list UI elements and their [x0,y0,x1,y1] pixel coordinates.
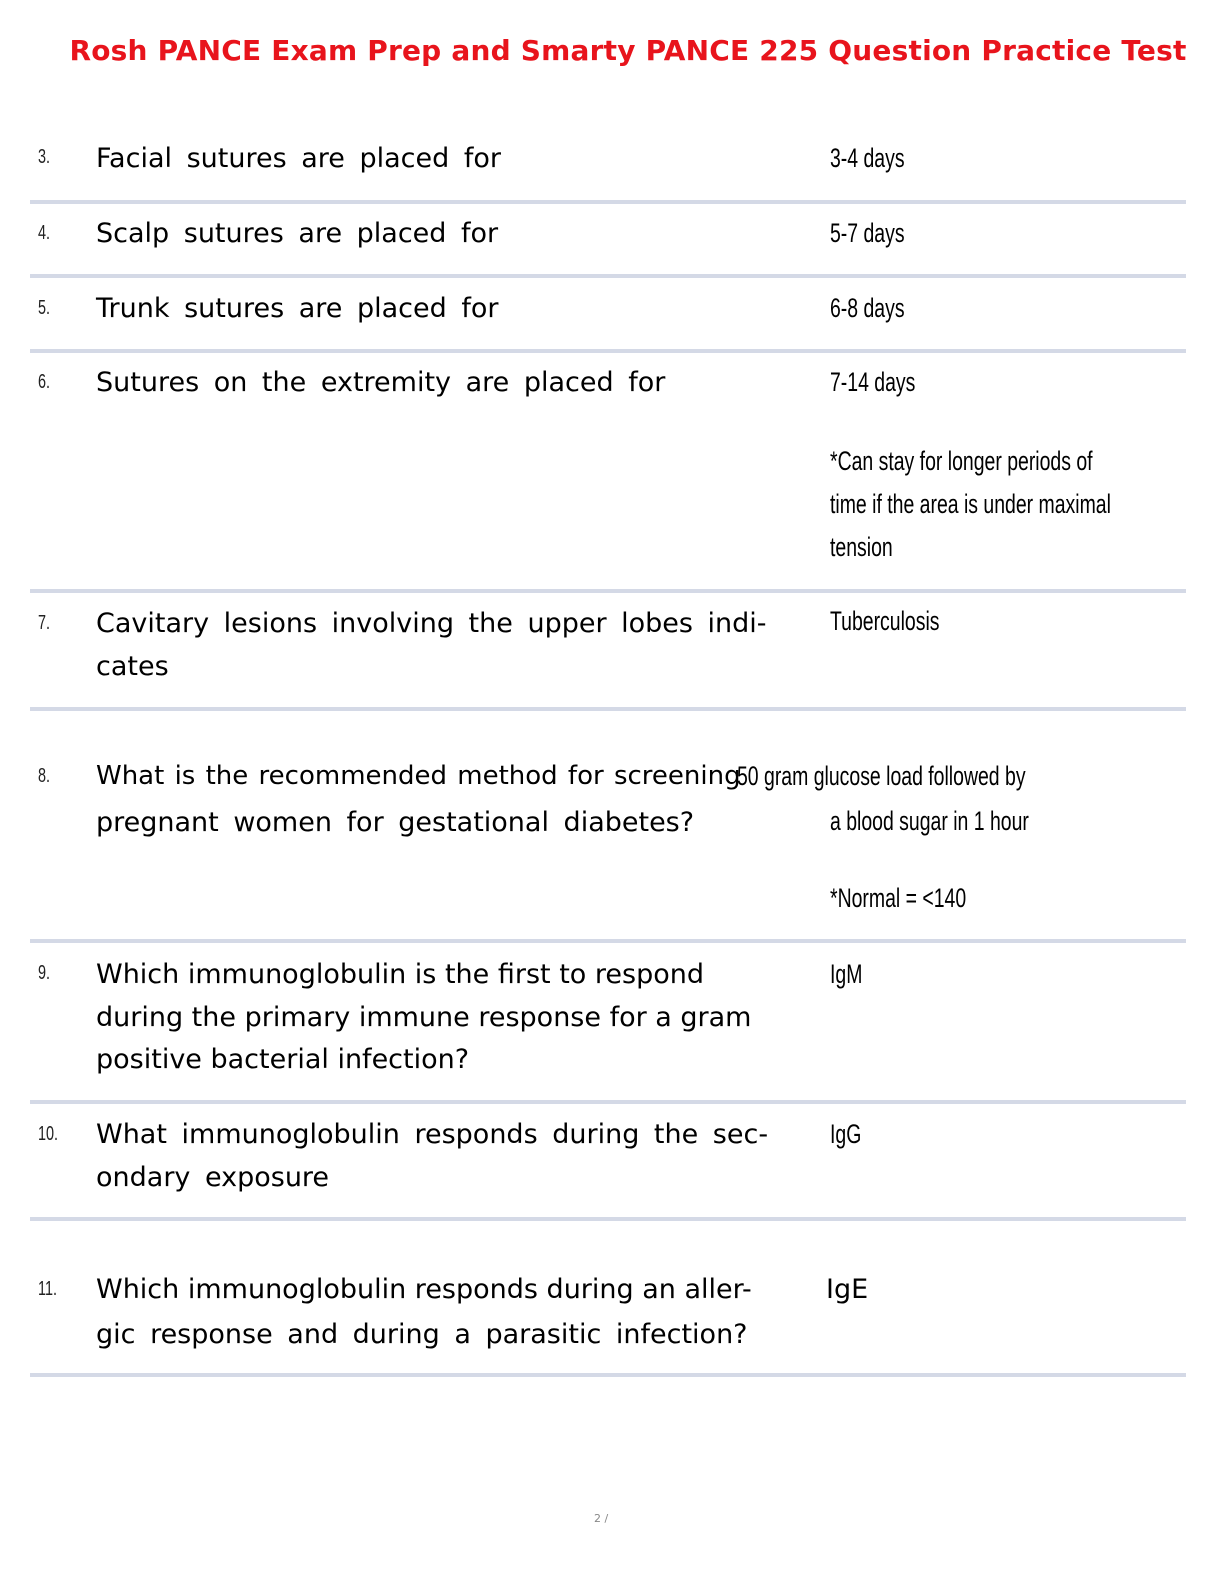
question-text: Cavitary lesions involving the upper lobes indi- [96,608,767,639]
item-number: 4. [38,222,51,244]
question-text: cates [96,651,169,682]
question-text: Which immunoglobulin responds during an aller- [96,1274,752,1305]
question-text: Facial sutures are placed for [96,143,501,174]
item-number: 8. [38,765,51,787]
answer-text: Tuberculosis [830,606,940,636]
item-number: 10. [38,1123,59,1145]
question-text: Scalp sutures are placed for [96,218,499,249]
question-text: Which immunoglobulin is the first to respond [96,959,704,990]
item-number: 3. [38,146,51,168]
row-divider [30,707,1186,711]
row-divider [30,1100,1186,1104]
question-text: What immunoglobulin responds during the sec- [96,1119,769,1150]
item-number: 11. [38,1278,57,1300]
question-text: ondary exposure [96,1162,330,1193]
question-text: What is the recommended method for screening [96,761,741,791]
answer-text: IgM [830,959,863,989]
answer-text: 6-8 days [830,293,905,323]
answer-note: tension [830,532,893,562]
row-divider [30,1373,1186,1377]
answer-text: IgE [826,1274,869,1305]
answer-text: a blood sugar in 1 hour [830,806,1029,836]
answer-note: *Can stay for longer periods of [830,446,1093,476]
answer-text: 3-4 days [830,143,905,173]
row-divider [30,200,1186,204]
answer-text: IgG [830,1119,862,1149]
row-divider [30,1217,1186,1221]
item-number: 5. [38,297,51,319]
row-divider [30,274,1186,278]
question-text: pregnant women for gestational diabetes? [96,807,695,838]
question-text: Trunk sutures are placed for [96,293,499,324]
answer-note: time if the area is under maximal [830,489,1111,519]
page-number: 2 / [594,1512,609,1525]
answer-text: 50 gram glucose load followed by [737,761,1026,791]
question-text: positive bacterial infection? [96,1044,470,1075]
row-divider [30,939,1186,943]
item-number: 9. [38,962,51,984]
page-title: Rosh PANCE Exam Prep and Smarty PANCE 225 Question Practice Test [69,34,1187,67]
question-text: gic response and during a parasitic infection? [96,1319,748,1350]
question-text: Sutures on the extremity are placed for [96,367,666,398]
item-number: 6. [38,371,51,393]
answer-text: 5-7 days [830,218,905,248]
question-text: during the primary immune response for a gram [96,1002,752,1033]
answer-note: *Normal = <140 [830,883,967,913]
row-divider [30,349,1186,353]
answer-text: 7-14 days [830,367,916,397]
item-number: 7. [38,612,51,634]
row-divider [30,589,1186,593]
